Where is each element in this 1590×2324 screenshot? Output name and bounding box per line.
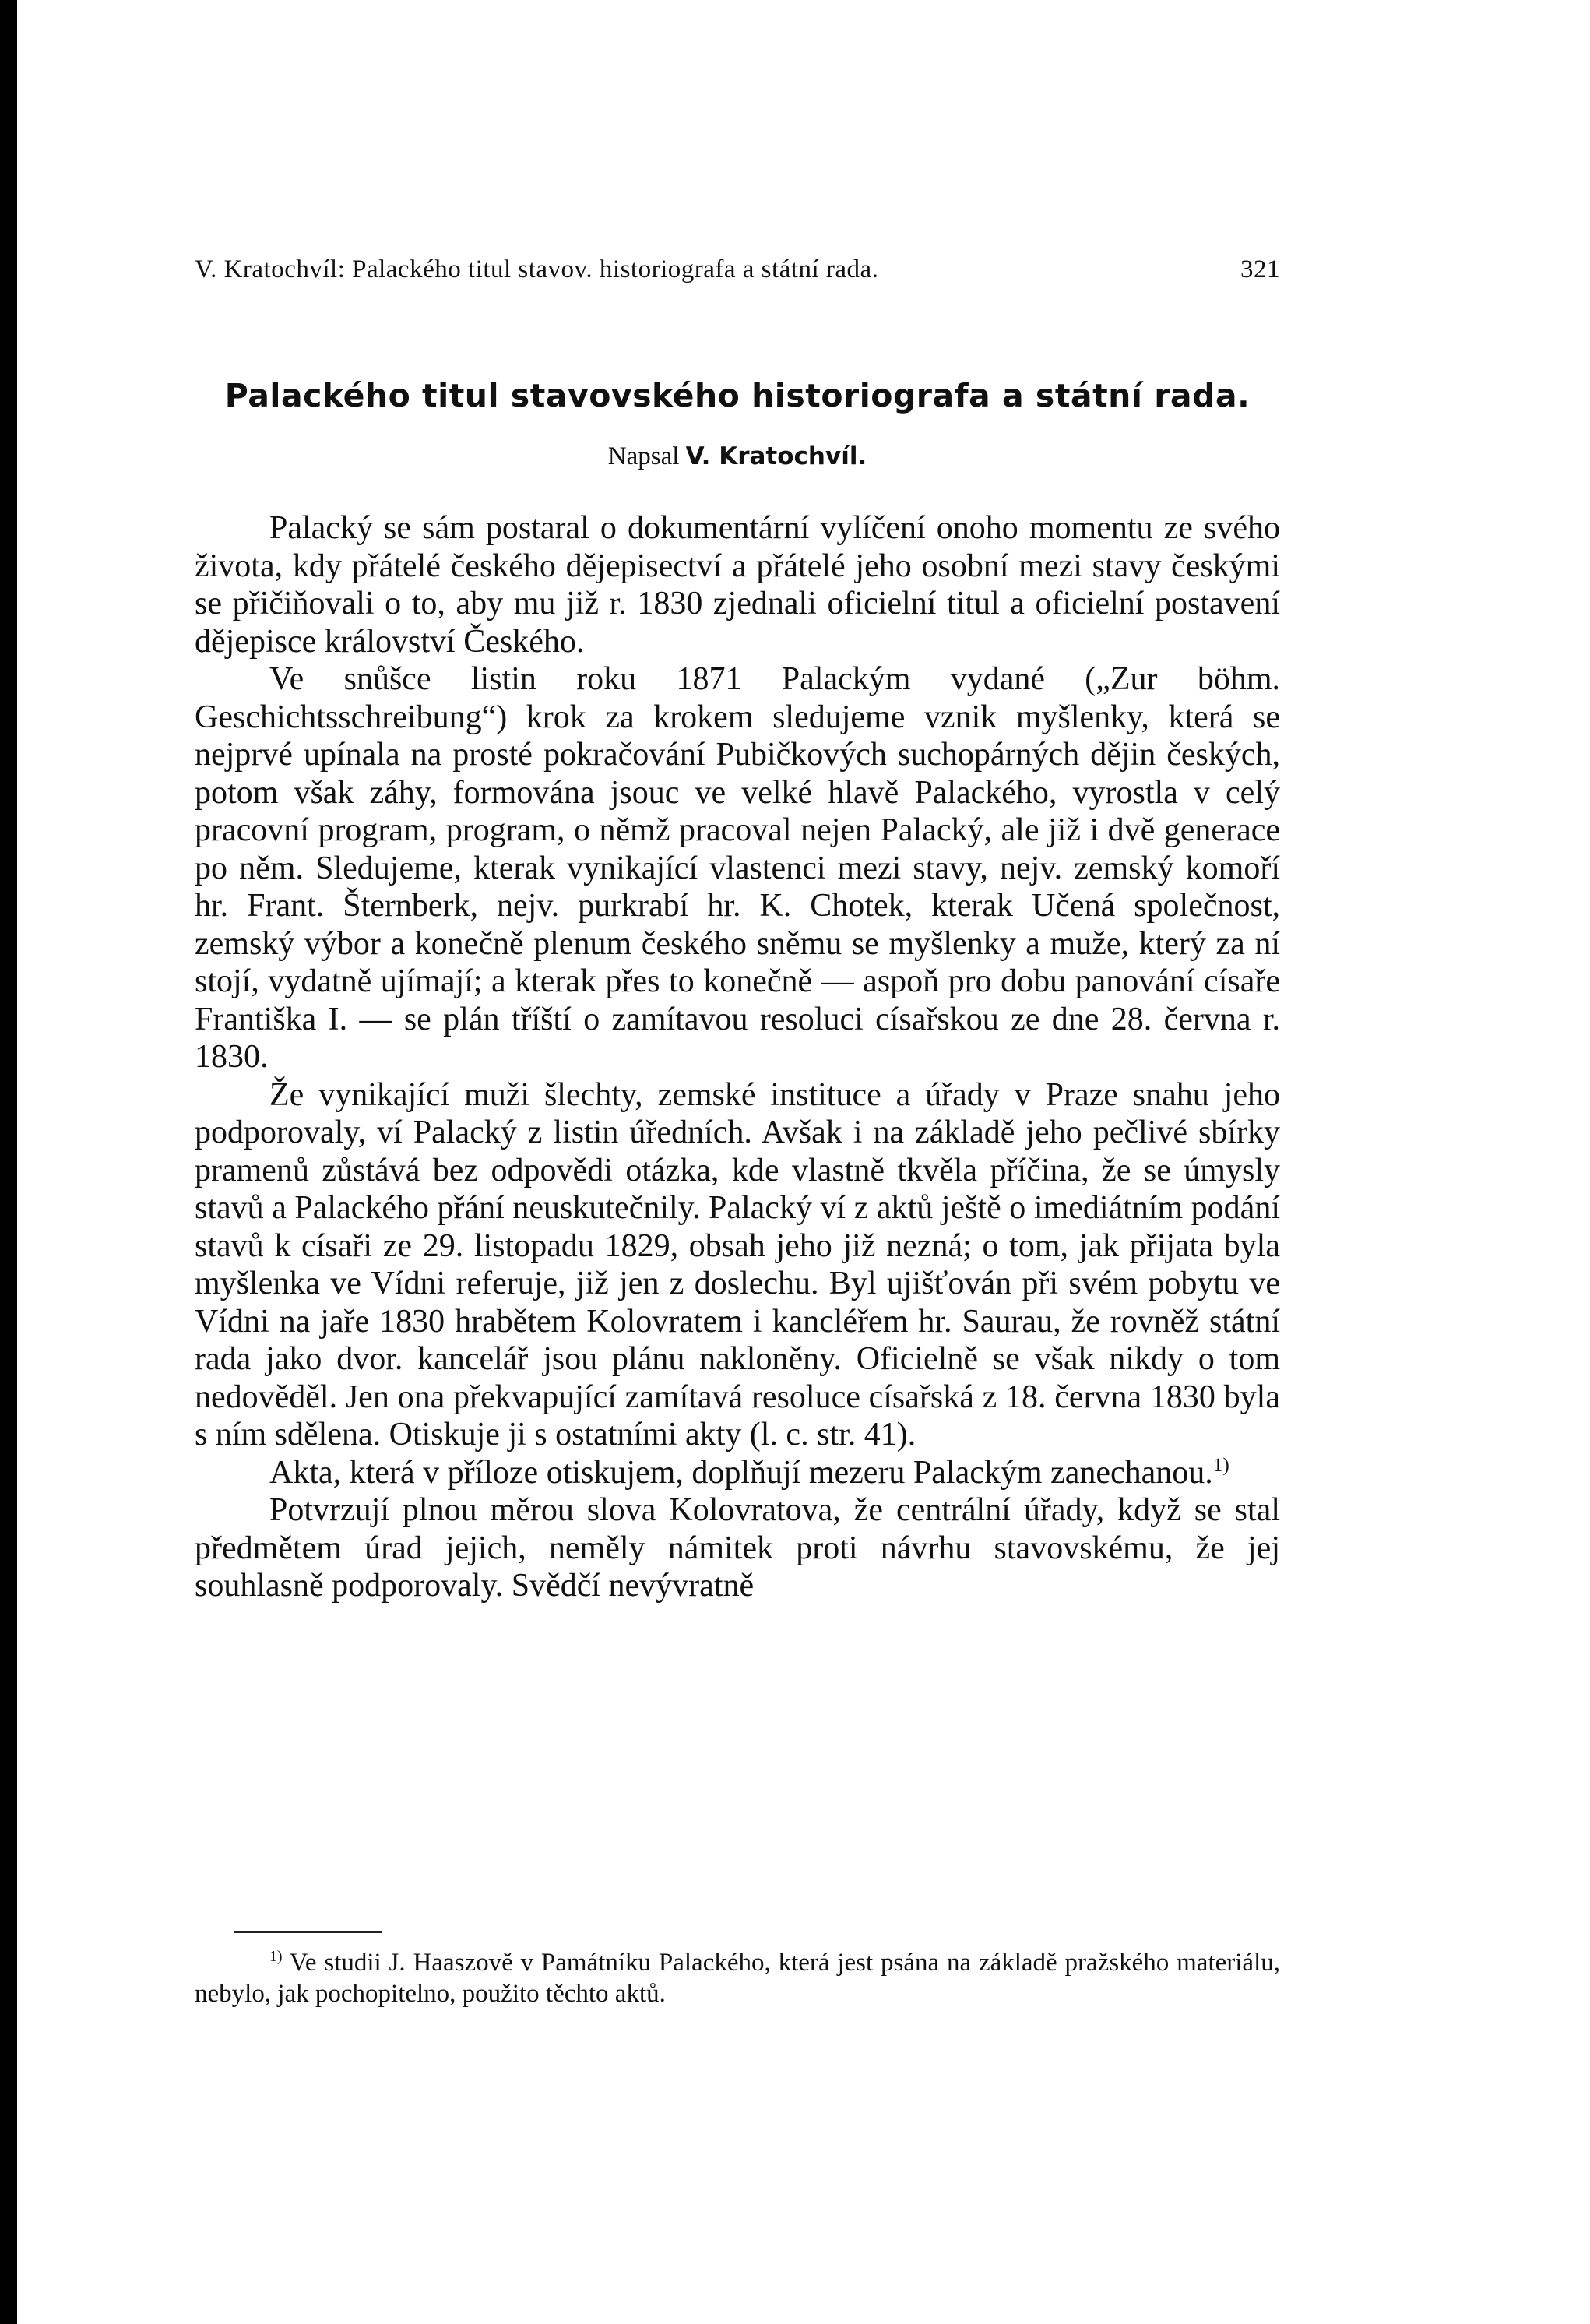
article-title: Palackého titul stavovského historiografa a státní rada.: [224, 377, 1251, 414]
body-text: [195, 509, 1280, 1605]
author-name: V. Kratochvíl.: [685, 442, 867, 470]
footnote-reference-number: 1: [1212, 1454, 1223, 1476]
paragraph-2: Ve snůšce listin roku 1871 Palackým vydané („Zur böhm. Geschichtsschreibung“) krok za krokem sledujeme vznik myšlenky, která se nejprvé upínala na prosté pokračování Pubičkových suchopárných dějin českých, potom však záhy, formována jsouc ve velké hlavě Palackého, vyrostla v celý pracovní program, program, o němž pracoval nejen Palacký, ale již i dvě generace po něm. Sledujeme, kterak vynikající vlastenci mezi stavy, nejv. zemský komoří hr. Frant. Šternberk, nejv. purkrabí hr. K. Chotek, kterak Učená společnost, zemský výbor a konečně plenum českého sněmu se myšlenky a muže, který za ní stojí, vydatně ujímají; a kterak přes to konečně — aspoň pro dobu panování císaře Františka I. — se plán tříští o zamítavou resoluci císařskou ze dne 28. června r. 1830.: [195, 661, 1280, 1075]
paragraph-4: [195, 1454, 1280, 1492]
footnote: [195, 1947, 1280, 2009]
page: [17, 0, 1590, 2324]
footnote-marker-number: 1: [269, 1948, 277, 1966]
byline-prefix: Napsal: [607, 442, 680, 470]
footnote-marker: 1): [269, 1948, 283, 1966]
footnote-rule: [234, 1931, 382, 1933]
paragraph-1: Palacký se sám postaral o dokumentární vylíčení onoho momentu ze svého života, kdy přátelé českého dějepisectví a přátelé jeho osobní mezi stavy českými se přičiňovali o to, aby mu již r. 1830 zjednali oficielní titul a oficielní postavení dějepisce království Českého.: [195, 510, 1280, 660]
running-head-text: V. Kratochvíl: Palackého titul stavov. historiografa a státní rada.: [195, 255, 879, 283]
footnote-reference: 1): [1212, 1454, 1229, 1476]
running-head: [195, 255, 1280, 290]
byline: [195, 442, 1280, 471]
footnote-text: Ve studii J. Haaszově v Památníku Palackého, která jest psána na základě pražského materiálu, nebylo, jak pochopitelno, použito těchto aktů.: [195, 1949, 1280, 2008]
paragraph-4-text: Akta, která v příloze otiskujem, doplňují mezeru Palackým zanechanou.: [269, 1454, 1213, 1491]
paragraph-5: Potvrzují plnou měrou slova Kolovratova, že centrální úřady, když se stal předmětem úrad jejich, neměly námitek proti návrhu stavovskému, že jej souhlasně podporovaly. Svědčí nevývratně: [195, 1492, 1280, 1604]
page-number: 321: [1240, 255, 1280, 283]
scan-edge: [0, 0, 17, 2324]
paragraph-3: Že vynikající muži šlechty, zemské instituce a úřady v Praze snahu jeho podporovaly, ví Palacký z listin úředních. Avšak i na základě jeho pečlivé sbírky pramenů zůstává bez odpovědi otázka, kde vlastně tkvěla příčina, že se úmysly stavů a Palackého přání neuskutečnily. Palacký ví z aktů ještě o imediátním podání stavů k císaři ze 29. listopadu 1829, obsah jeho již nezná; o tom, jak přijata byla myšlenka ve Vídni referuje, již jen z doslechu. Byl ujišťován při svém pobytu ve Vídni na jaře 1830 hrabětem Kolovratem i kancléřem hr. Saurau, že rovněž státní rada jako dvor. kancelář jsou plánu nakloněny. Oficielně se však nikdy o tom nedověděl. Jen ona překvapující zamítavá resoluce císařská z 18. června 1830 byla s ním sdělena. Otiskuje ji s ostatními akty (l. c. str. 41).: [195, 1076, 1280, 1452]
footnotes: [195, 1947, 1280, 2009]
